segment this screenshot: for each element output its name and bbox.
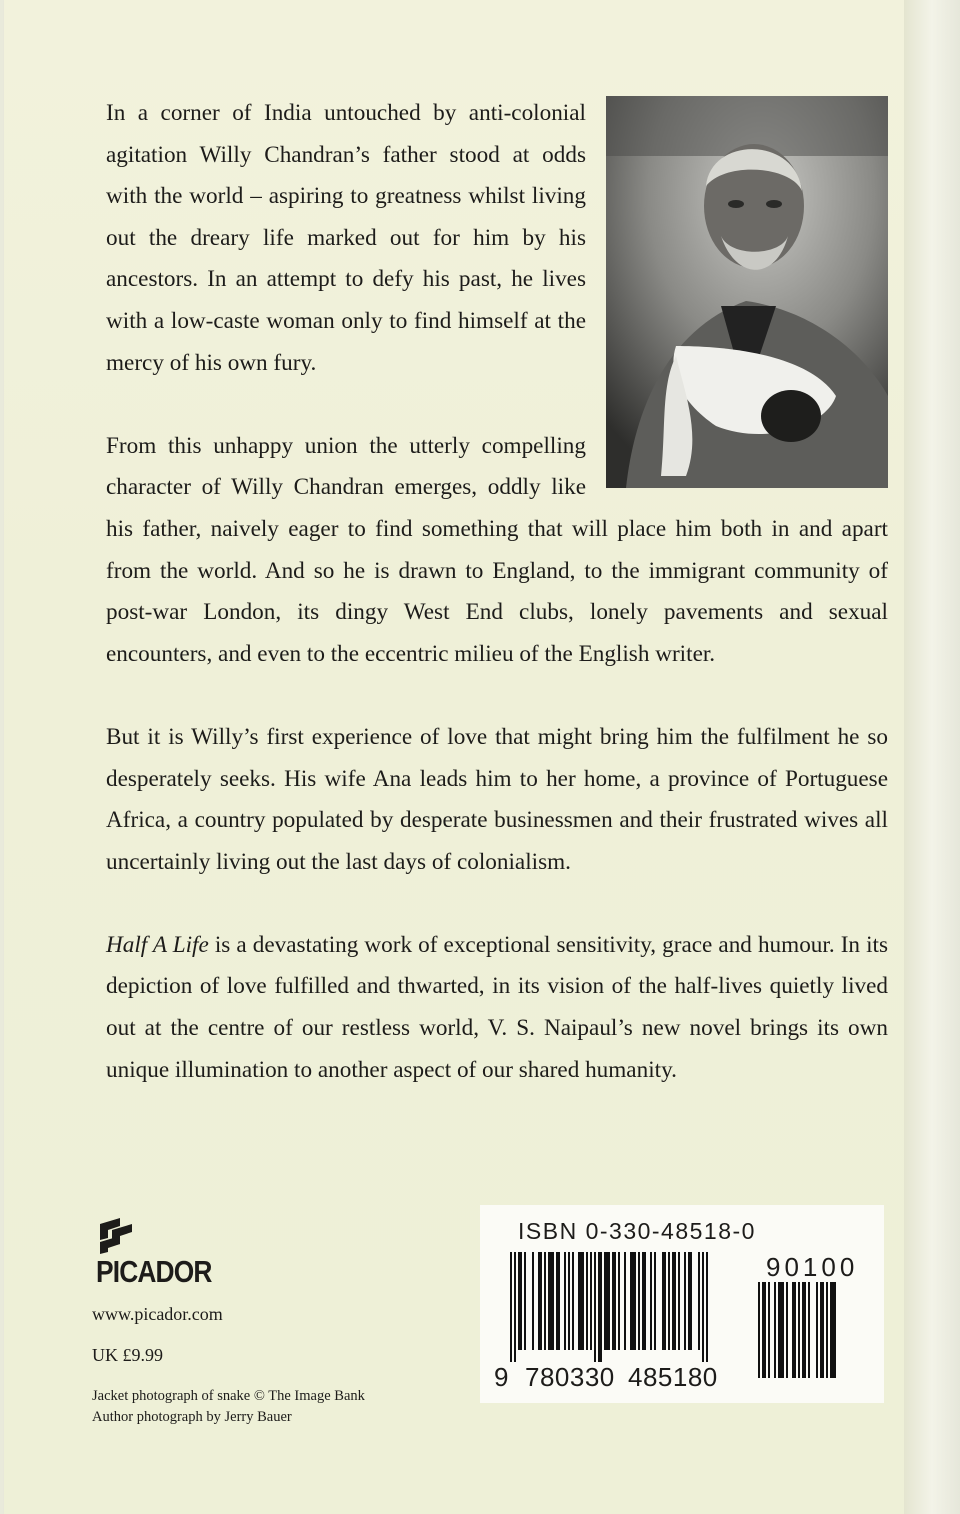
barcode-bar: [586, 1252, 588, 1350]
barcode-left-digits: 780330: [525, 1362, 615, 1392]
barcode-bar: [514, 1252, 516, 1362]
publisher-url[interactable]: www.picador.com: [92, 1304, 223, 1324]
barcode-bar: [594, 1252, 596, 1362]
barcode-bar: [572, 1252, 574, 1350]
barcode-bar: [816, 1282, 818, 1378]
barcode-bar: [792, 1282, 796, 1378]
price: UK £9.99: [92, 1345, 163, 1365]
barcode-bar: [544, 1252, 546, 1350]
barcode-bar: [568, 1252, 570, 1350]
barcode-bar: [556, 1252, 560, 1350]
blurb-paragraph-2: From this unhappy union the utterly compelling character of Willy Chandran emerges, oddly like his father, naively eager to find something that will place him both in and apart from the world. And so he is drawn to England, to the immigrant community of post-war London, its dingy West End clubs, lonely pavements and sexual encounters, and even to the eccentric milieu of the English writer.: [106, 432, 888, 667]
publisher-name: PICADOR: [96, 1254, 212, 1289]
barcode-bar: [706, 1252, 708, 1362]
barcode-addon: [758, 1282, 866, 1390]
barcode-bar: [808, 1282, 810, 1378]
barcode-bar: [798, 1282, 800, 1378]
barcode-bar: [630, 1252, 636, 1350]
barcode-bar: [612, 1252, 616, 1350]
barcode-bar: [532, 1252, 534, 1350]
barcode-bar: [518, 1252, 522, 1350]
author-photo: [606, 96, 888, 488]
barcode-bar: [624, 1252, 626, 1350]
author-photo-credit: Author photograph by Jerry Bauer: [92, 1409, 292, 1425]
barcode-bar: [762, 1282, 766, 1378]
barcode-bar: [698, 1252, 700, 1350]
barcode-right-digits: 485180: [628, 1362, 718, 1392]
barcode-bar: [786, 1282, 788, 1378]
barcode-bar: [678, 1252, 680, 1350]
barcode-bar: [538, 1252, 542, 1350]
barcode-bar: [668, 1252, 670, 1350]
barcode-bar: [778, 1282, 784, 1378]
barcode-lead-digit: 9: [494, 1362, 509, 1392]
book-spine-edge: [904, 0, 960, 1514]
barcode-bar: [638, 1252, 640, 1350]
blurb-paragraph-3: But it is Willy’s first experience of love that might bring him the fulfilment he so desperately seeks. His wife Ana leads him to her home, a province of Portuguese Africa, a country populated by desperate businessmen and their frustrated wives all uncertainly living out the last days of colonialism.: [106, 723, 888, 875]
barcode-bar: [768, 1282, 770, 1378]
barcode-bar: [650, 1252, 652, 1350]
barcode-main: [510, 1252, 740, 1372]
barcode-addon-digits: 90100: [766, 1252, 859, 1282]
barcode-bar: [578, 1252, 584, 1350]
blurb-text: [106, 93, 888, 1091]
isbn-label: ISBN 0-330-48518-0: [518, 1218, 756, 1244]
barcode-bar: [598, 1252, 602, 1362]
barcode-bar: [604, 1252, 610, 1350]
barcode-bar: [702, 1252, 704, 1362]
barcode-bar: [758, 1282, 760, 1378]
barcode-bar: [654, 1252, 656, 1350]
barcode-bar: [510, 1252, 512, 1362]
blurb-paragraph-4: Half A Life is a devastating work of exceptional sensitivity, grace and humour. In its depiction of love fulfilled and thwarted, in its vision of the half-lives quietly lived out at the centre of our restless world, V. S. Naipaul’s new novel brings its own unique illumination to another aspect of our shared humanity.: [106, 931, 888, 1083]
barcode-bar: [672, 1252, 676, 1350]
barcode-bar: [684, 1252, 686, 1350]
barcode-bar: [548, 1252, 554, 1350]
barcode-bar: [826, 1282, 828, 1378]
barcode-bar: [662, 1252, 666, 1350]
barcode-bar: [830, 1282, 836, 1378]
barcode-bar: [564, 1252, 566, 1350]
barcode-bar: [524, 1252, 526, 1350]
jacket-photo-credit: Jacket photograph of snake © The Image Bank: [92, 1388, 365, 1404]
barcode-bar: [618, 1252, 620, 1350]
blurb-paragraph-1: In a corner of India untouched by anti-colonial agitation Willy Chandran’s father stood at odds with the world – aspiring to greatness whilst living out the dreary life marked out for him by his ancestors. In an attempt to defy his past, he lives with a low-caste woman only to find himself at the mercy of his own fury.: [106, 93, 888, 384]
book-title: Half A Life: [106, 931, 209, 958]
barcode-bar: [590, 1252, 592, 1350]
barcode-bar: [642, 1252, 646, 1350]
barcode-bar: [802, 1282, 806, 1378]
barcode-bar: [688, 1252, 692, 1350]
barcode-bar: [820, 1282, 824, 1378]
barcode-bar: [774, 1282, 776, 1378]
